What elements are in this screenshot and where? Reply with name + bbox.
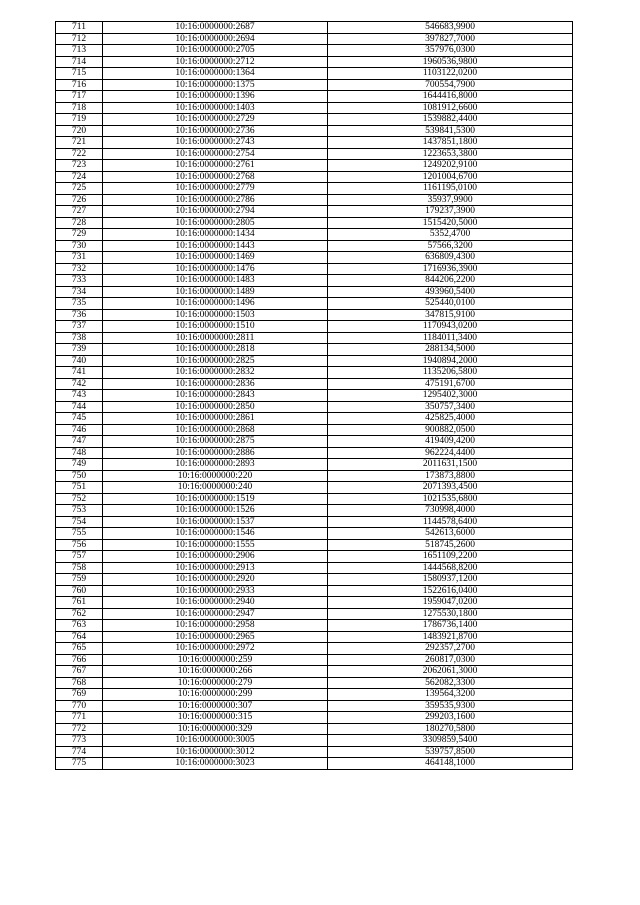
row-number-cell: 724 (56, 171, 103, 183)
row-number-cell: 753 (56, 505, 103, 517)
value-cell: 475191,6700 (328, 378, 573, 390)
cadastral-number-cell: 10:16:0000000:2768 (103, 171, 328, 183)
table-row (56, 148, 573, 160)
value-cell: 493960,5400 (328, 286, 573, 298)
cadastral-number-cell: 10:16:0000000:2965 (103, 631, 328, 643)
value-cell: 636809,4300 (328, 252, 573, 264)
table-row (56, 746, 573, 758)
cadastral-number-cell: 10:16:0000000:2886 (103, 447, 328, 459)
cadastral-number-cell: 10:16:0000000:1519 (103, 493, 328, 505)
table-row (56, 91, 573, 103)
table-row (56, 631, 573, 643)
value-cell: 1786736,1400 (328, 620, 573, 632)
cadastral-number-cell: 10:16:0000000:2843 (103, 390, 328, 402)
cadastral-number-cell: 10:16:0000000:299 (103, 689, 328, 701)
cadastral-number-cell: 10:16:0000000:1496 (103, 298, 328, 310)
cadastral-number-cell: 10:16:0000000:307 (103, 700, 328, 712)
row-number-cell: 711 (56, 22, 103, 34)
row-number-cell: 731 (56, 252, 103, 264)
row-number-cell: 763 (56, 620, 103, 632)
cadastral-number-cell: 10:16:0000000:2920 (103, 574, 328, 586)
value-cell: 2071393,4500 (328, 482, 573, 494)
table-row (56, 723, 573, 735)
cadastral-number-cell: 10:16:0000000:1537 (103, 516, 328, 528)
row-number-cell: 723 (56, 160, 103, 172)
row-number-cell: 733 (56, 275, 103, 287)
value-cell: 844206,2200 (328, 275, 573, 287)
cadastral-number-cell: 10:16:0000000:1434 (103, 229, 328, 241)
table-row (56, 367, 573, 379)
table-row (56, 217, 573, 229)
value-cell: 425825,4000 (328, 413, 573, 425)
cadastral-number-cell: 10:16:0000000:2818 (103, 344, 328, 356)
cadastral-number-cell: 10:16:0000000:1476 (103, 263, 328, 275)
cadastral-number-cell: 10:16:0000000:3005 (103, 735, 328, 747)
row-number-cell: 760 (56, 585, 103, 597)
value-cell: 730998,4000 (328, 505, 573, 517)
row-number-cell: 770 (56, 700, 103, 712)
row-number-cell: 730 (56, 240, 103, 252)
table-row (56, 643, 573, 655)
table-row (56, 321, 573, 333)
row-number-cell: 718 (56, 102, 103, 114)
cadastral-number-cell: 10:16:0000000:2805 (103, 217, 328, 229)
row-number-cell: 762 (56, 608, 103, 620)
row-number-cell: 744 (56, 401, 103, 413)
value-cell: 1103122,0200 (328, 68, 573, 80)
value-cell: 1170943,0200 (328, 321, 573, 333)
table-row (56, 298, 573, 310)
value-cell: 2011631,1500 (328, 459, 573, 471)
row-number-cell: 742 (56, 378, 103, 390)
cadastral-number-cell: 10:16:0000000:2893 (103, 459, 328, 471)
cadastral-number-cell: 10:16:0000000:2794 (103, 206, 328, 218)
cadastral-number-cell: 10:16:0000000:2786 (103, 194, 328, 206)
cadastral-number-cell: 10:16:0000000:1503 (103, 309, 328, 321)
cadastral-number-cell: 10:16:0000000:2940 (103, 597, 328, 609)
value-cell: 292357,2700 (328, 643, 573, 655)
value-cell: 700554,7900 (328, 79, 573, 91)
row-number-cell: 738 (56, 332, 103, 344)
row-number-cell: 748 (56, 447, 103, 459)
value-cell: 1249202,9100 (328, 160, 573, 172)
table-row (56, 424, 573, 436)
row-number-cell: 745 (56, 413, 103, 425)
row-number-cell: 735 (56, 298, 103, 310)
cadastral-number-cell: 10:16:0000000:315 (103, 712, 328, 724)
table-row (56, 344, 573, 356)
cadastral-number-cell: 10:16:0000000:1489 (103, 286, 328, 298)
parcel-table-body (56, 22, 573, 770)
cadastral-number-cell: 10:16:0000000:220 (103, 470, 328, 482)
row-number-cell: 775 (56, 758, 103, 770)
row-number-cell: 761 (56, 597, 103, 609)
table-row (56, 33, 573, 45)
cadastral-number-cell: 10:16:0000000:259 (103, 654, 328, 666)
row-number-cell: 767 (56, 666, 103, 678)
table-row (56, 447, 573, 459)
row-number-cell: 759 (56, 574, 103, 586)
cadastral-number-cell: 10:16:0000000:1403 (103, 102, 328, 114)
value-cell: 350757,3400 (328, 401, 573, 413)
cadastral-number-cell: 10:16:0000000:2729 (103, 114, 328, 126)
cadastral-number-cell: 10:16:0000000:2947 (103, 608, 328, 620)
table-row (56, 171, 573, 183)
cadastral-number-cell: 10:16:0000000:279 (103, 677, 328, 689)
cadastral-number-cell: 10:16:0000000:2933 (103, 585, 328, 597)
value-cell: 1515420,5000 (328, 217, 573, 229)
table-row (56, 585, 573, 597)
table-row (56, 562, 573, 574)
row-number-cell: 727 (56, 206, 103, 218)
cadastral-number-cell: 10:16:0000000:2850 (103, 401, 328, 413)
row-number-cell: 755 (56, 528, 103, 540)
row-number-cell: 764 (56, 631, 103, 643)
row-number-cell: 739 (56, 344, 103, 356)
row-number-cell: 758 (56, 562, 103, 574)
value-cell: 1522616,0400 (328, 585, 573, 597)
table-row (56, 252, 573, 264)
cadastral-number-cell: 10:16:0000000:1555 (103, 539, 328, 551)
cadastral-number-cell: 10:16:0000000:2825 (103, 355, 328, 367)
table-row (56, 355, 573, 367)
value-cell: 357976,0300 (328, 45, 573, 57)
cadastral-number-cell: 10:16:0000000:3012 (103, 746, 328, 758)
value-cell: 299203,1600 (328, 712, 573, 724)
cadastral-number-cell: 10:16:0000000:1510 (103, 321, 328, 333)
table-row (56, 574, 573, 586)
cadastral-number-cell: 10:16:0000000:2972 (103, 643, 328, 655)
cadastral-number-cell: 10:16:0000000:2761 (103, 160, 328, 172)
value-cell: 1960536,9800 (328, 56, 573, 68)
row-number-cell: 737 (56, 321, 103, 333)
value-cell: 1081912,6600 (328, 102, 573, 114)
value-cell: 1716936,3900 (328, 263, 573, 275)
row-number-cell: 736 (56, 309, 103, 321)
cadastral-number-cell: 10:16:0000000:1443 (103, 240, 328, 252)
value-cell: 1295402,3000 (328, 390, 573, 402)
table-row (56, 700, 573, 712)
cadastral-number-cell: 10:16:0000000:2687 (103, 22, 328, 34)
cadastral-number-cell: 10:16:0000000:2694 (103, 33, 328, 45)
table-row (56, 194, 573, 206)
value-cell: 5352,4700 (328, 229, 573, 241)
table-row (56, 401, 573, 413)
table-row (56, 528, 573, 540)
table-row (56, 160, 573, 172)
value-cell: 539841,5300 (328, 125, 573, 137)
row-number-cell: 769 (56, 689, 103, 701)
value-cell: 1184011,3400 (328, 332, 573, 344)
table-row (56, 608, 573, 620)
row-number-cell: 729 (56, 229, 103, 241)
cadastral-number-cell: 10:16:0000000:2754 (103, 148, 328, 160)
value-cell: 179237,3900 (328, 206, 573, 218)
cadastral-number-cell: 10:16:0000000:1546 (103, 528, 328, 540)
table-row (56, 102, 573, 114)
table-row (56, 22, 573, 34)
value-cell: 1144578,6400 (328, 516, 573, 528)
row-number-cell: 734 (56, 286, 103, 298)
cadastral-number-cell: 10:16:0000000:329 (103, 723, 328, 735)
table-row (56, 459, 573, 471)
table-row (56, 309, 573, 321)
row-number-cell: 722 (56, 148, 103, 160)
value-cell: 1021535,6800 (328, 493, 573, 505)
row-number-cell: 768 (56, 677, 103, 689)
row-number-cell: 725 (56, 183, 103, 195)
cadastral-number-cell: 10:16:0000000:2958 (103, 620, 328, 632)
cadastral-number-cell: 10:16:0000000:1483 (103, 275, 328, 287)
cadastral-number-cell: 10:16:0000000:2861 (103, 413, 328, 425)
cadastral-number-cell: 10:16:0000000:3023 (103, 758, 328, 770)
row-number-cell: 750 (56, 470, 103, 482)
table-row (56, 620, 573, 632)
cadastral-number-cell: 10:16:0000000:2832 (103, 367, 328, 379)
value-cell: 542613,6000 (328, 528, 573, 540)
table-row (56, 125, 573, 137)
table-row (56, 79, 573, 91)
row-number-cell: 754 (56, 516, 103, 528)
value-cell: 464148,1000 (328, 758, 573, 770)
table-row (56, 68, 573, 80)
table-row (56, 263, 573, 275)
cadastral-number-cell: 10:16:0000000:2836 (103, 378, 328, 390)
row-number-cell: 712 (56, 33, 103, 45)
value-cell: 900882,0500 (328, 424, 573, 436)
cadastral-number-cell: 10:16:0000000:2743 (103, 137, 328, 149)
cadastral-number-cell: 10:16:0000000:2736 (103, 125, 328, 137)
table-row (56, 229, 573, 241)
value-cell: 1223653,3800 (328, 148, 573, 160)
row-number-cell: 713 (56, 45, 103, 57)
value-cell: 1135206,5800 (328, 367, 573, 379)
table-row (56, 275, 573, 287)
value-cell: 347815,9100 (328, 309, 573, 321)
cadastral-number-cell: 10:16:0000000:240 (103, 482, 328, 494)
row-number-cell: 741 (56, 367, 103, 379)
row-number-cell: 716 (56, 79, 103, 91)
cadastral-number-cell: 10:16:0000000:2875 (103, 436, 328, 448)
table-row (56, 505, 573, 517)
row-number-cell: 773 (56, 735, 103, 747)
cadastral-number-cell: 10:16:0000000:1469 (103, 252, 328, 264)
table-row (56, 689, 573, 701)
value-cell: 518745,2600 (328, 539, 573, 551)
row-number-cell: 751 (56, 482, 103, 494)
value-cell: 3309859,5400 (328, 735, 573, 747)
table-row (56, 286, 573, 298)
row-number-cell: 743 (56, 390, 103, 402)
value-cell: 35937,9900 (328, 194, 573, 206)
table-row (56, 677, 573, 689)
cadastral-number-cell: 10:16:0000000:2811 (103, 332, 328, 344)
table-row (56, 758, 573, 770)
table-row (56, 114, 573, 126)
cadastral-number-cell: 10:16:0000000:2779 (103, 183, 328, 195)
table-row (56, 137, 573, 149)
value-cell: 1444568,8200 (328, 562, 573, 574)
row-number-cell: 772 (56, 723, 103, 735)
value-cell: 2062061,3000 (328, 666, 573, 678)
value-cell: 962224,4400 (328, 447, 573, 459)
cadastral-number-cell: 10:16:0000000:1375 (103, 79, 328, 91)
row-number-cell: 715 (56, 68, 103, 80)
row-number-cell: 774 (56, 746, 103, 758)
row-number-cell: 720 (56, 125, 103, 137)
value-cell: 1437851,1800 (328, 137, 573, 149)
parcel-table (55, 21, 573, 770)
value-cell: 546683,9900 (328, 22, 573, 34)
row-number-cell: 719 (56, 114, 103, 126)
table-row (56, 493, 573, 505)
row-number-cell: 752 (56, 493, 103, 505)
table-row (56, 482, 573, 494)
table-row (56, 735, 573, 747)
value-cell: 1483921,8700 (328, 631, 573, 643)
value-cell: 397827,7000 (328, 33, 573, 45)
row-number-cell: 726 (56, 194, 103, 206)
cadastral-number-cell: 10:16:0000000:1526 (103, 505, 328, 517)
table-row (56, 390, 573, 402)
table-row (56, 240, 573, 252)
table-row (56, 413, 573, 425)
value-cell: 1539882,4400 (328, 114, 573, 126)
table-row (56, 378, 573, 390)
value-cell: 419409,4200 (328, 436, 573, 448)
table-row (56, 551, 573, 563)
row-number-cell: 732 (56, 263, 103, 275)
table-row (56, 712, 573, 724)
cadastral-number-cell: 10:16:0000000:266 (103, 666, 328, 678)
cadastral-number-cell: 10:16:0000000:1364 (103, 68, 328, 80)
row-number-cell: 747 (56, 436, 103, 448)
value-cell: 1580937,1200 (328, 574, 573, 586)
table-row (56, 206, 573, 218)
row-number-cell: 749 (56, 459, 103, 471)
table-row (56, 183, 573, 195)
table-row (56, 666, 573, 678)
cadastral-number-cell: 10:16:0000000:2913 (103, 562, 328, 574)
value-cell: 139564,3200 (328, 689, 573, 701)
row-number-cell: 765 (56, 643, 103, 655)
row-number-cell: 728 (56, 217, 103, 229)
cadastral-number-cell: 10:16:0000000:2712 (103, 56, 328, 68)
row-number-cell: 771 (56, 712, 103, 724)
table-row (56, 332, 573, 344)
table-row (56, 45, 573, 57)
value-cell: 1644416,8000 (328, 91, 573, 103)
row-number-cell: 746 (56, 424, 103, 436)
table-row (56, 436, 573, 448)
cadastral-number-cell: 10:16:0000000:2906 (103, 551, 328, 563)
row-number-cell: 721 (56, 137, 103, 149)
cadastral-number-cell: 10:16:0000000:2868 (103, 424, 328, 436)
table-row (56, 470, 573, 482)
table-row (56, 654, 573, 666)
row-number-cell: 757 (56, 551, 103, 563)
value-cell: 525440,0100 (328, 298, 573, 310)
value-cell: 1161195,0100 (328, 183, 573, 195)
table-row (56, 516, 573, 528)
value-cell: 1940894,2000 (328, 355, 573, 367)
value-cell: 1275530,1800 (328, 608, 573, 620)
value-cell: 180270,5800 (328, 723, 573, 735)
value-cell: 1959047,0200 (328, 597, 573, 609)
row-number-cell: 766 (56, 654, 103, 666)
value-cell: 359535,9300 (328, 700, 573, 712)
value-cell: 57566,3200 (328, 240, 573, 252)
value-cell: 1651109,2200 (328, 551, 573, 563)
table-row (56, 597, 573, 609)
table-row (56, 539, 573, 551)
row-number-cell: 756 (56, 539, 103, 551)
row-number-cell: 714 (56, 56, 103, 68)
row-number-cell: 740 (56, 355, 103, 367)
value-cell: 260817,0300 (328, 654, 573, 666)
table-row (56, 56, 573, 68)
value-cell: 173873,8800 (328, 470, 573, 482)
value-cell: 539757,8500 (328, 746, 573, 758)
value-cell: 562082,3300 (328, 677, 573, 689)
value-cell: 288134,5000 (328, 344, 573, 356)
cadastral-number-cell: 10:16:0000000:2705 (103, 45, 328, 57)
row-number-cell: 717 (56, 91, 103, 103)
value-cell: 1201004,6700 (328, 171, 573, 183)
cadastral-number-cell: 10:16:0000000:1396 (103, 91, 328, 103)
